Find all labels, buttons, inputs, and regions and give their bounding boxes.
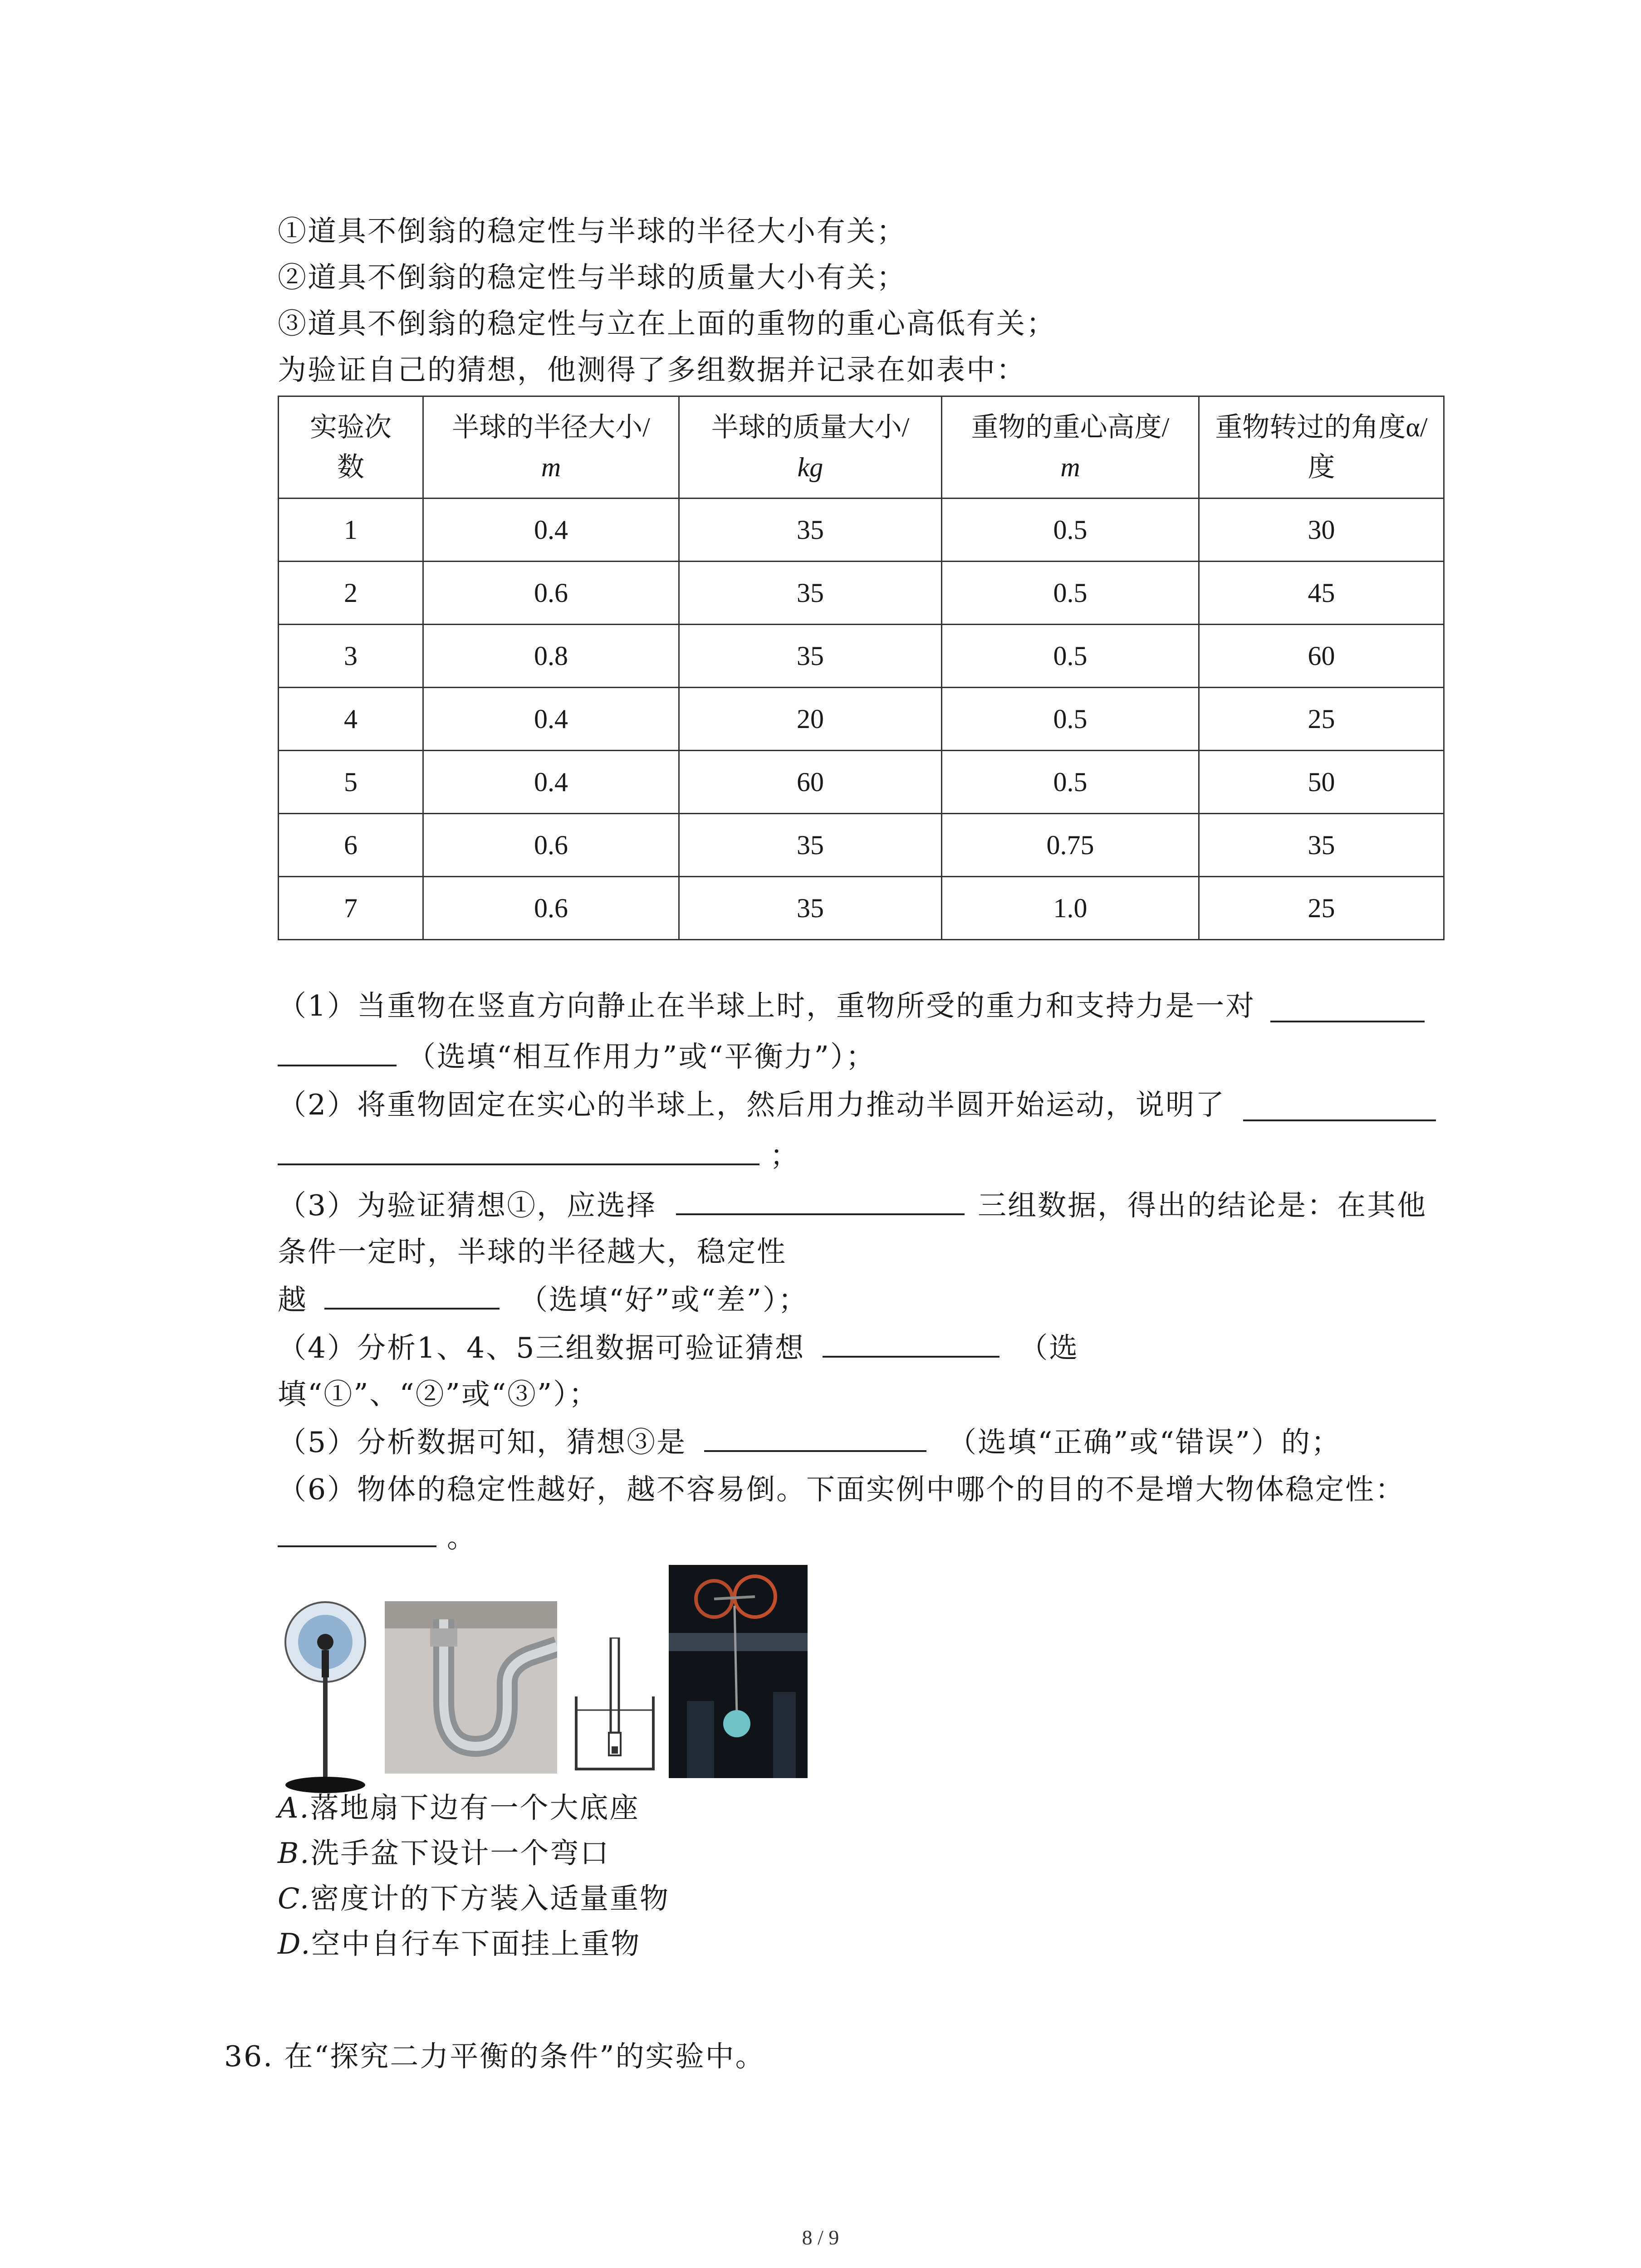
- table-cell: 0.6: [423, 814, 679, 877]
- table-row: [279, 625, 1444, 688]
- hypothesis-3: ③道具不倒翁的稳定性与立在上面的重物的重心高低有关；: [278, 307, 1056, 340]
- table-cell: 0.5: [942, 499, 1199, 562]
- table-cell: 20: [679, 688, 942, 751]
- question-3-line-3: 越 （选填“好”或“差”）；: [278, 1283, 808, 1316]
- data-table: [278, 396, 1445, 940]
- answer-blank-1b[interactable]: [278, 1039, 397, 1066]
- table-cell: 3: [279, 625, 423, 688]
- table-intro: 为验证自己的猜想，他测得了多组数据并记录在如表中：: [278, 353, 1026, 386]
- next-question-36: 36. 在“探究二力平衡的条件”的实验中。: [224, 2040, 765, 2073]
- answer-blank-4[interactable]: [823, 1330, 999, 1358]
- question-6: （6）物体的稳定性越好，越不容易倒。下面实例中哪个的目的不是增大物体稳定性：: [278, 1473, 1406, 1506]
- table-cell: 0.75: [942, 814, 1199, 877]
- table-cell: 60: [679, 751, 942, 814]
- answer-blank-2b[interactable]: [278, 1138, 759, 1165]
- table-cell: 35: [679, 499, 942, 562]
- table-cell: 35: [679, 814, 942, 877]
- table-cell: 25: [1199, 688, 1444, 751]
- page-number: 8 / 9: [802, 2226, 839, 2249]
- table-cell: 1: [279, 499, 423, 562]
- table-cell: 35: [1199, 814, 1444, 877]
- question-6-answer-line: 。: [278, 1520, 477, 1556]
- hydrometer-in-beaker-image: [567, 1637, 662, 1774]
- table-cell: 0.6: [423, 877, 679, 940]
- table-cell: 0.6: [423, 562, 679, 625]
- table-cell: 35: [679, 562, 942, 625]
- option-a[interactable]: A.落地扇下边有一个大底座: [278, 1791, 640, 1824]
- table-cell: 4: [279, 688, 423, 751]
- answer-blank-3b[interactable]: [324, 1282, 500, 1310]
- header-mass: 半球的质量大小/ kg: [679, 396, 942, 499]
- question-3-line-1: （3）为验证猜想①，应选择 三组数据，得出的结论是：在其他: [278, 1189, 1427, 1222]
- table-row: [279, 814, 1444, 877]
- table-cell: 45: [1199, 562, 1444, 625]
- table-row: [279, 499, 1444, 562]
- question-1-line-2: （选填“相互作用力”或“平衡力”）；: [278, 1039, 876, 1075]
- table-cell: 2: [279, 562, 423, 625]
- table-row: [279, 751, 1444, 814]
- header-trial-number: 实验次 数: [279, 396, 423, 499]
- option-b[interactable]: B.洗手盆下设计一个弯口: [278, 1837, 610, 1870]
- hypothesis-2: ②道具不倒翁的稳定性与半球的质量大小有关；: [278, 261, 906, 294]
- table-cell: 50: [1199, 751, 1444, 814]
- table-cell: 1.0: [942, 877, 1199, 940]
- option-c[interactable]: C.密度计的下方装入适量重物: [278, 1882, 670, 1915]
- table-row: [279, 562, 1444, 625]
- question-4-line-2: 填“①”、“②”或“③”）；: [278, 1378, 599, 1411]
- table-cell: 0.8: [423, 625, 679, 688]
- sink-drain-pipe-image: [385, 1601, 557, 1774]
- answer-blank-6[interactable]: [278, 1520, 436, 1547]
- table-cell: 5: [279, 751, 423, 814]
- table-cell: 0.4: [423, 751, 679, 814]
- table-header-row: [279, 396, 1444, 499]
- answer-blank-1a[interactable]: [1270, 995, 1425, 1022]
- suspended-bicycle-image: [669, 1565, 808, 1778]
- header-radius: 半球的半径大小/ m: [423, 396, 679, 499]
- table-cell: 0.5: [942, 751, 1199, 814]
- hypothesis-1: ①道具不倒翁的稳定性与半球的半径大小有关；: [278, 215, 906, 248]
- table-cell: 25: [1199, 877, 1444, 940]
- table-cell: 0.5: [942, 562, 1199, 625]
- table-cell: 60: [1199, 625, 1444, 688]
- table-cell: 30: [1199, 499, 1444, 562]
- question-3-line-2: 条件一定时，半球的半径越大，稳定性: [278, 1235, 787, 1268]
- question-2-line-1: （2）将重物固定在实心的半球上，然后用力推动半圆开始运动，说明了: [278, 1088, 1226, 1121]
- question-1-line-1: （1）当重物在竖直方向静止在半球上时，重物所受的重力和支持力是一对: [278, 989, 1256, 1022]
- table-cell: 0.4: [423, 688, 679, 751]
- question-5: （5）分析数据可知，猜想③是 （选填“正确”或“错误”）的；: [278, 1426, 1341, 1459]
- answer-blank-5[interactable]: [704, 1425, 926, 1452]
- option-d[interactable]: D.空中自行车下面挂上重物: [278, 1927, 641, 1960]
- table-cell: 7: [279, 877, 423, 940]
- table-cell: 35: [679, 625, 942, 688]
- table-cell: 0.4: [423, 499, 679, 562]
- table-row: [279, 877, 1444, 940]
- table-cell: 0.5: [942, 688, 1199, 751]
- header-rotation-angle: 重物转过的角度α/ 度: [1199, 396, 1444, 499]
- header-center-height: 重物的重心高度/ m: [942, 396, 1199, 499]
- question-2-line-2: ；: [278, 1138, 800, 1174]
- table-cell: 6: [279, 814, 423, 877]
- answer-blank-3a[interactable]: [676, 1188, 965, 1215]
- floor-fan-image: [278, 1597, 373, 1796]
- answer-blank-2a[interactable]: [1243, 1094, 1436, 1121]
- table-cell: 35: [679, 877, 942, 940]
- table-row: [279, 688, 1444, 751]
- table-cell: 0.5: [942, 625, 1199, 688]
- question-4-line-1: （4）分析1、4、5三组数据可验证猜想 （选: [278, 1331, 1079, 1364]
